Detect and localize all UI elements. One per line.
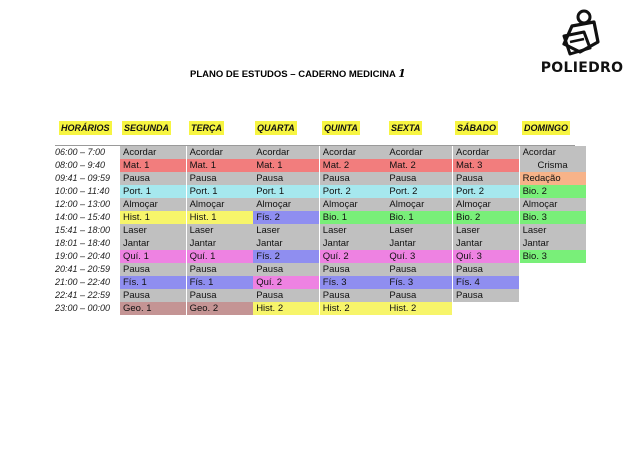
- table-cell: Pausa: [253, 263, 319, 276]
- table-cell: Bio. 2: [520, 185, 586, 198]
- brand-name: POLIEDRO: [540, 60, 624, 76]
- time-slot: 21:00 – 22:40: [55, 277, 111, 287]
- column-header-3: QUARTA: [257, 123, 295, 133]
- table-cell: Jantar: [520, 237, 586, 250]
- time-slot: 20:41 – 20:59: [55, 264, 111, 274]
- table-cell: Pausa: [253, 172, 319, 185]
- table-cell: Mat. 3: [453, 159, 519, 172]
- table-cell: Pausa: [453, 172, 519, 185]
- table-cell: Port. 1: [253, 185, 319, 198]
- table-cell: Redação: [520, 172, 586, 185]
- table-cell: Laser: [120, 224, 186, 237]
- table-cell: Hist. 1: [187, 211, 253, 224]
- time-slot: 10:00 – 11:40: [55, 186, 110, 196]
- table-row: [55, 159, 575, 172]
- column-header-4: QUINTA: [324, 123, 358, 133]
- table-cell: Fís. 3: [386, 276, 452, 289]
- table-row: [55, 185, 575, 198]
- table-cell: Quí. 3: [386, 250, 452, 263]
- table-cell: Almoçar: [386, 198, 452, 211]
- table-cell: Bio. 3: [520, 250, 586, 263]
- table-cell: Laser: [386, 224, 452, 237]
- table-cell: Crisma: [520, 159, 586, 172]
- table-cell: Hist. 2: [386, 302, 452, 315]
- table-row: [55, 172, 575, 185]
- time-slot: 15:41 – 18:00: [55, 225, 111, 235]
- table-cell: Almoçar: [520, 198, 586, 211]
- table-cell: Acordar: [520, 146, 586, 159]
- table-cell: Almoçar: [453, 198, 519, 211]
- table-cell: Port. 1: [187, 185, 253, 198]
- table-cell: Laser: [187, 224, 253, 237]
- table-cell: Bio. 1: [320, 211, 386, 224]
- table-cell: Pausa: [320, 289, 386, 302]
- page-title-number: 1: [398, 67, 406, 80]
- column-header-5: SEXTA: [391, 123, 421, 133]
- table-row: [55, 302, 575, 315]
- table-cell: Jantar: [120, 237, 186, 250]
- table-cell: Mat. 1: [120, 159, 186, 172]
- table-cell: Bio. 3: [520, 211, 586, 224]
- table-cell: Fís. 2: [253, 211, 319, 224]
- table-cell: Acordar: [320, 146, 386, 159]
- table-cell: Quí. 1: [120, 250, 186, 263]
- table-cell: Hist. 2: [253, 302, 319, 315]
- table-cell: Acordar: [187, 146, 253, 159]
- poliedro-logo: [532, 8, 632, 78]
- table-cell: Laser: [453, 224, 519, 237]
- table-cell: Pausa: [187, 289, 253, 302]
- table-cell: Pausa: [187, 172, 253, 185]
- time-slot: 14:00 – 15:40: [55, 212, 111, 222]
- table-cell: Jantar: [386, 237, 452, 250]
- table-cell: Pausa: [120, 289, 186, 302]
- table-cell: Almoçar: [120, 198, 186, 211]
- table-cell: Hist. 1: [120, 211, 186, 224]
- table-cell: Hist. 2: [320, 302, 386, 315]
- table-cell: Bio. 1: [386, 211, 452, 224]
- table-row: [55, 289, 575, 302]
- table-row: [55, 276, 575, 289]
- table-cell: Acordar: [253, 146, 319, 159]
- table-cell: Quí. 1: [187, 250, 253, 263]
- time-slot: 22:41 – 22:59: [55, 290, 111, 300]
- table-cell: Mat. 2: [386, 159, 452, 172]
- table-cell: Pausa: [320, 263, 386, 276]
- table-cell: Quí. 3: [453, 250, 519, 263]
- table-cell: Jantar: [453, 237, 519, 250]
- column-header-0: HORÁRIOS: [61, 123, 110, 133]
- table-cell: Geo. 2: [187, 302, 253, 315]
- table-row: [55, 146, 575, 159]
- column-header-7: DOMINGO: [524, 123, 568, 133]
- table-row: [55, 237, 575, 250]
- table-cell: Mat. 1: [187, 159, 253, 172]
- table-cell: Pausa: [386, 263, 452, 276]
- table-cell: Fís. 4: [453, 276, 519, 289]
- column-header-2: TERÇA: [191, 123, 222, 133]
- table-row: [55, 211, 575, 224]
- time-slot: 12:00 – 13:00: [55, 199, 111, 209]
- table-cell: Fís. 3: [320, 276, 386, 289]
- time-slot: 18:01 – 18:40: [55, 238, 111, 248]
- table-cell: Pausa: [120, 172, 186, 185]
- table-cell: Geo. 1: [120, 302, 186, 315]
- table-cell: Jantar: [187, 237, 253, 250]
- table-cell: Fís. 1: [120, 276, 186, 289]
- table-cell: Quí. 2: [320, 250, 386, 263]
- table-cell: Almoçar: [320, 198, 386, 211]
- table-cell: Jantar: [320, 237, 386, 250]
- table-row: [55, 224, 575, 237]
- time-slot: 06:00 – 7:00: [55, 147, 106, 157]
- table-cell: Acordar: [453, 146, 519, 159]
- table-cell: Laser: [253, 224, 319, 237]
- table-cell: Laser: [320, 224, 386, 237]
- table-cell: Mat. 2: [320, 159, 386, 172]
- table-cell: Pausa: [453, 289, 519, 302]
- table-cell: Quí. 2: [253, 276, 319, 289]
- page-title-text: PLANO DE ESTUDOS – CADERNO MEDICINA: [190, 69, 396, 80]
- page-title: [190, 67, 406, 80]
- table-cell: Fís. 2: [253, 250, 319, 263]
- header-row: [55, 121, 575, 135]
- table-cell: Acordar: [120, 146, 186, 159]
- table-cell: Pausa: [187, 263, 253, 276]
- time-slot: 09:41 – 09:59: [55, 173, 111, 183]
- table-cell: Pausa: [386, 172, 452, 185]
- column-header-6: SÁBADO: [457, 123, 497, 133]
- time-slot: 23:00 – 00:00: [55, 303, 111, 313]
- time-slot: 08:00 – 9:40: [55, 160, 106, 170]
- table-row: [55, 250, 575, 263]
- table-cell: Jantar: [253, 237, 319, 250]
- table-cell: Port. 2: [320, 185, 386, 198]
- table-cell: Port. 1: [120, 185, 186, 198]
- table-cell: Acordar: [386, 146, 452, 159]
- table-cell: Port. 2: [386, 185, 452, 198]
- table-cell: Pausa: [320, 172, 386, 185]
- table-cell: Port. 2: [453, 185, 519, 198]
- table-row: [55, 263, 575, 276]
- table-cell: Fís. 1: [187, 276, 253, 289]
- table-cell: Pausa: [386, 289, 452, 302]
- table-cell: Pausa: [453, 263, 519, 276]
- reader-figure-icon: [550, 8, 614, 60]
- table-cell: Pausa: [253, 289, 319, 302]
- table-cell: Bio. 2: [453, 211, 519, 224]
- table-cell: Pausa: [120, 263, 186, 276]
- time-slot: 19:00 – 20:40: [55, 251, 111, 261]
- column-header-1: SEGUNDA: [124, 123, 170, 133]
- table-cell: Almoçar: [253, 198, 319, 211]
- table-row: [55, 198, 575, 211]
- table-cell: Almoçar: [187, 198, 253, 211]
- table-cell: Laser: [520, 224, 586, 237]
- table-cell: Mat. 1: [253, 159, 319, 172]
